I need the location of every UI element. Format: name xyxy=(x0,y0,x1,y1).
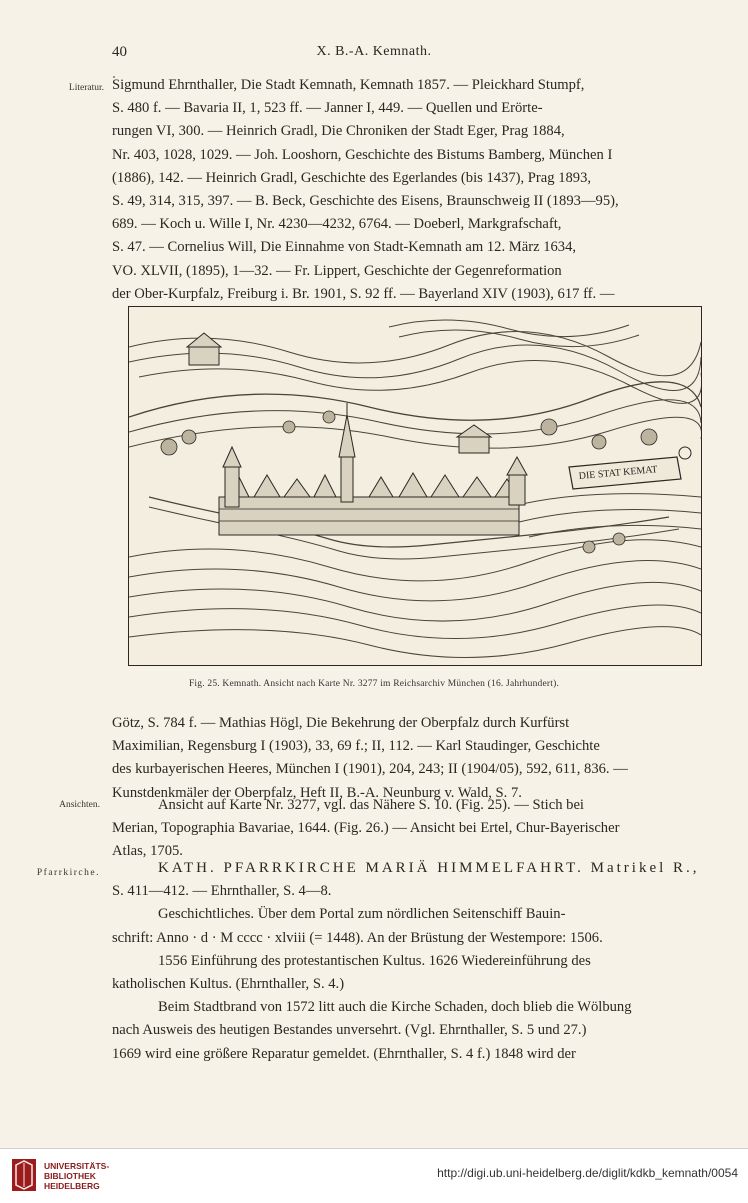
kirche-line: nach Ausweis des heutigen Bestandes unversehrt. (Vgl. Ehrnthaller, S. 5 und 27.) xyxy=(112,1022,587,1039)
literatur-line: VO. XLVII, (1895), 1—32. — Fr. Lippert, Geschichte der Gegenreformation xyxy=(112,262,562,279)
ansichten-paragraph xyxy=(112,794,720,864)
viewer-footer xyxy=(0,1148,748,1203)
banner-text: DIE STAT KEMAT xyxy=(578,464,658,482)
kirche-line: schrift: Anno · d · M cccc · xlviii (= 1448). An der Brüstung der Westempore: 1506. xyxy=(112,929,603,946)
literatur-line: der Ober-Kurpfalz, Freiburg i. Br. 1901, S. 92 ff. — Bayerland XIV (1903), 617 ff. — xyxy=(112,285,615,302)
literatur-paragraph xyxy=(112,74,720,306)
kirche-line: Beim Stadtbrand von 1572 litt auch die Kirche Schaden, doch blieb die Wölbung xyxy=(158,999,632,1016)
running-head: X. B.-A. Kemnath. xyxy=(316,44,432,59)
margin-note-pfarrkirche: Pfarrkirche. xyxy=(36,868,100,878)
literatur-line: S. 49, 314, 315, 397. — B. Beck, Geschichte des Eisens, Braunschweig II (1893—95), xyxy=(112,193,619,210)
margin-note-ansichten: Ansichten. xyxy=(59,800,100,810)
ansichten-line: Ansicht auf Karte Nr. 3277, vgl. das Nähere S. 10. (Fig. 25). — Stich bei xyxy=(158,797,584,813)
logo-line: HEIDELBERG xyxy=(44,1181,100,1191)
literatur-line: Götz, S. 784 f. — Mathias Högl, Die Bekehrung der Oberpfalz durch Kurfürst xyxy=(112,715,570,731)
page-header xyxy=(0,44,748,66)
ansichten-line: Merian, Topographia Bavariae, 1644. (Fig. 26.) — Ansicht bei Ertel, Chur-Bayerischer xyxy=(112,820,620,837)
literatur-line: S. 480 f. — Bavaria II, 1, 523 ff. — Janner I, 449. — Quellen und Erörte- xyxy=(112,100,543,117)
figure-kemnath-woodcut xyxy=(128,306,702,666)
ansichten-line: Atlas, 1705. xyxy=(112,843,183,860)
university-logo-icon xyxy=(10,1157,38,1193)
literatur-line: des kurbayerischen Heeres, München I (1901), 204, 243; II (1904/05), 592, 611, 836. — xyxy=(112,761,628,778)
kirche-line: 1556 Einführung des protestantischen Kultus. 1626 Wiedereinführung des xyxy=(158,952,591,969)
literatur-line: S. 47. — Cornelius Will, Die Einnahme von Stadt-Kemnath am 12. März 1634, xyxy=(112,239,577,256)
literatur-line: Kunstdenkmäler der Oberpfalz, Heft II, B.-A. Neunburg v. Wald, S. 7. xyxy=(112,784,522,801)
kirche-line: katholischen Kultus. (Ehrnthaller, S. 4.) xyxy=(112,976,345,993)
source-url-link[interactable]: http://digi.ub.uni-heidelberg.de/diglit/kdkb_kemnath/0054 xyxy=(437,1166,738,1180)
literatur-line: Sigmund Ehrnthaller, Die Stadt Kemnath, Kemnath 1857. — Pleickhard Stumpf, xyxy=(112,77,585,93)
logo-text xyxy=(44,1161,109,1191)
kirche-line: S. 411—412. — Ehrnthaller, S. 4—8. xyxy=(112,883,332,900)
margin-note-literatur: Literatur. xyxy=(68,83,104,93)
figure-caption: Fig. 25. Kemnath. Ansicht nach Karte Nr. 3277 im Reichsarchiv München (16. Jahrhundert). xyxy=(188,679,560,689)
kirche-section xyxy=(112,857,720,1066)
section-heading: KATH. PFARRKIRCHE MARIÄ HIMMELFAHRT. Matrikel R., xyxy=(158,860,700,876)
logo-line: UNIVERSITÄTS- xyxy=(44,1161,110,1171)
literatur-line: rungen VI, 300. — Heinrich Gradl, Die Chroniken der Stadt Eger, Prag 1884, xyxy=(112,123,565,140)
literatur-line: Nr. 403, 1028, 1029. — Joh. Looshorn, Geschichte des Bistums Bamberg, München I xyxy=(112,146,613,163)
literatur-line: 689. — Koch u. Wille I, Nr. 4230—4232, 6764. — Doeberl, Markgrafschaft, xyxy=(112,216,562,233)
logo-line: BIBLIOTHEK xyxy=(44,1171,96,1181)
literatur-line: (1886), 142. — Heinrich Gradl, Geschichte des Egerlandes (bis 1437), Prag 1893, xyxy=(112,169,592,186)
woodcut-illustration xyxy=(129,307,701,665)
literatur-continued xyxy=(112,712,720,805)
kirche-line: Geschichtliches. Über dem Portal zum nördlichen Seitenschiff Bauin- xyxy=(158,906,566,923)
page-number: 40 xyxy=(112,44,127,60)
kirche-line: 1669 wird eine größere Reparatur gemeldet. (Ehrnthaller, S. 4 f.) 1848 wird der xyxy=(112,1045,576,1062)
literatur-line: Maximilian, Regensburg I (1903), 33, 69 f.; II, 112. — Karl Staudinger, Geschichte xyxy=(112,738,600,755)
